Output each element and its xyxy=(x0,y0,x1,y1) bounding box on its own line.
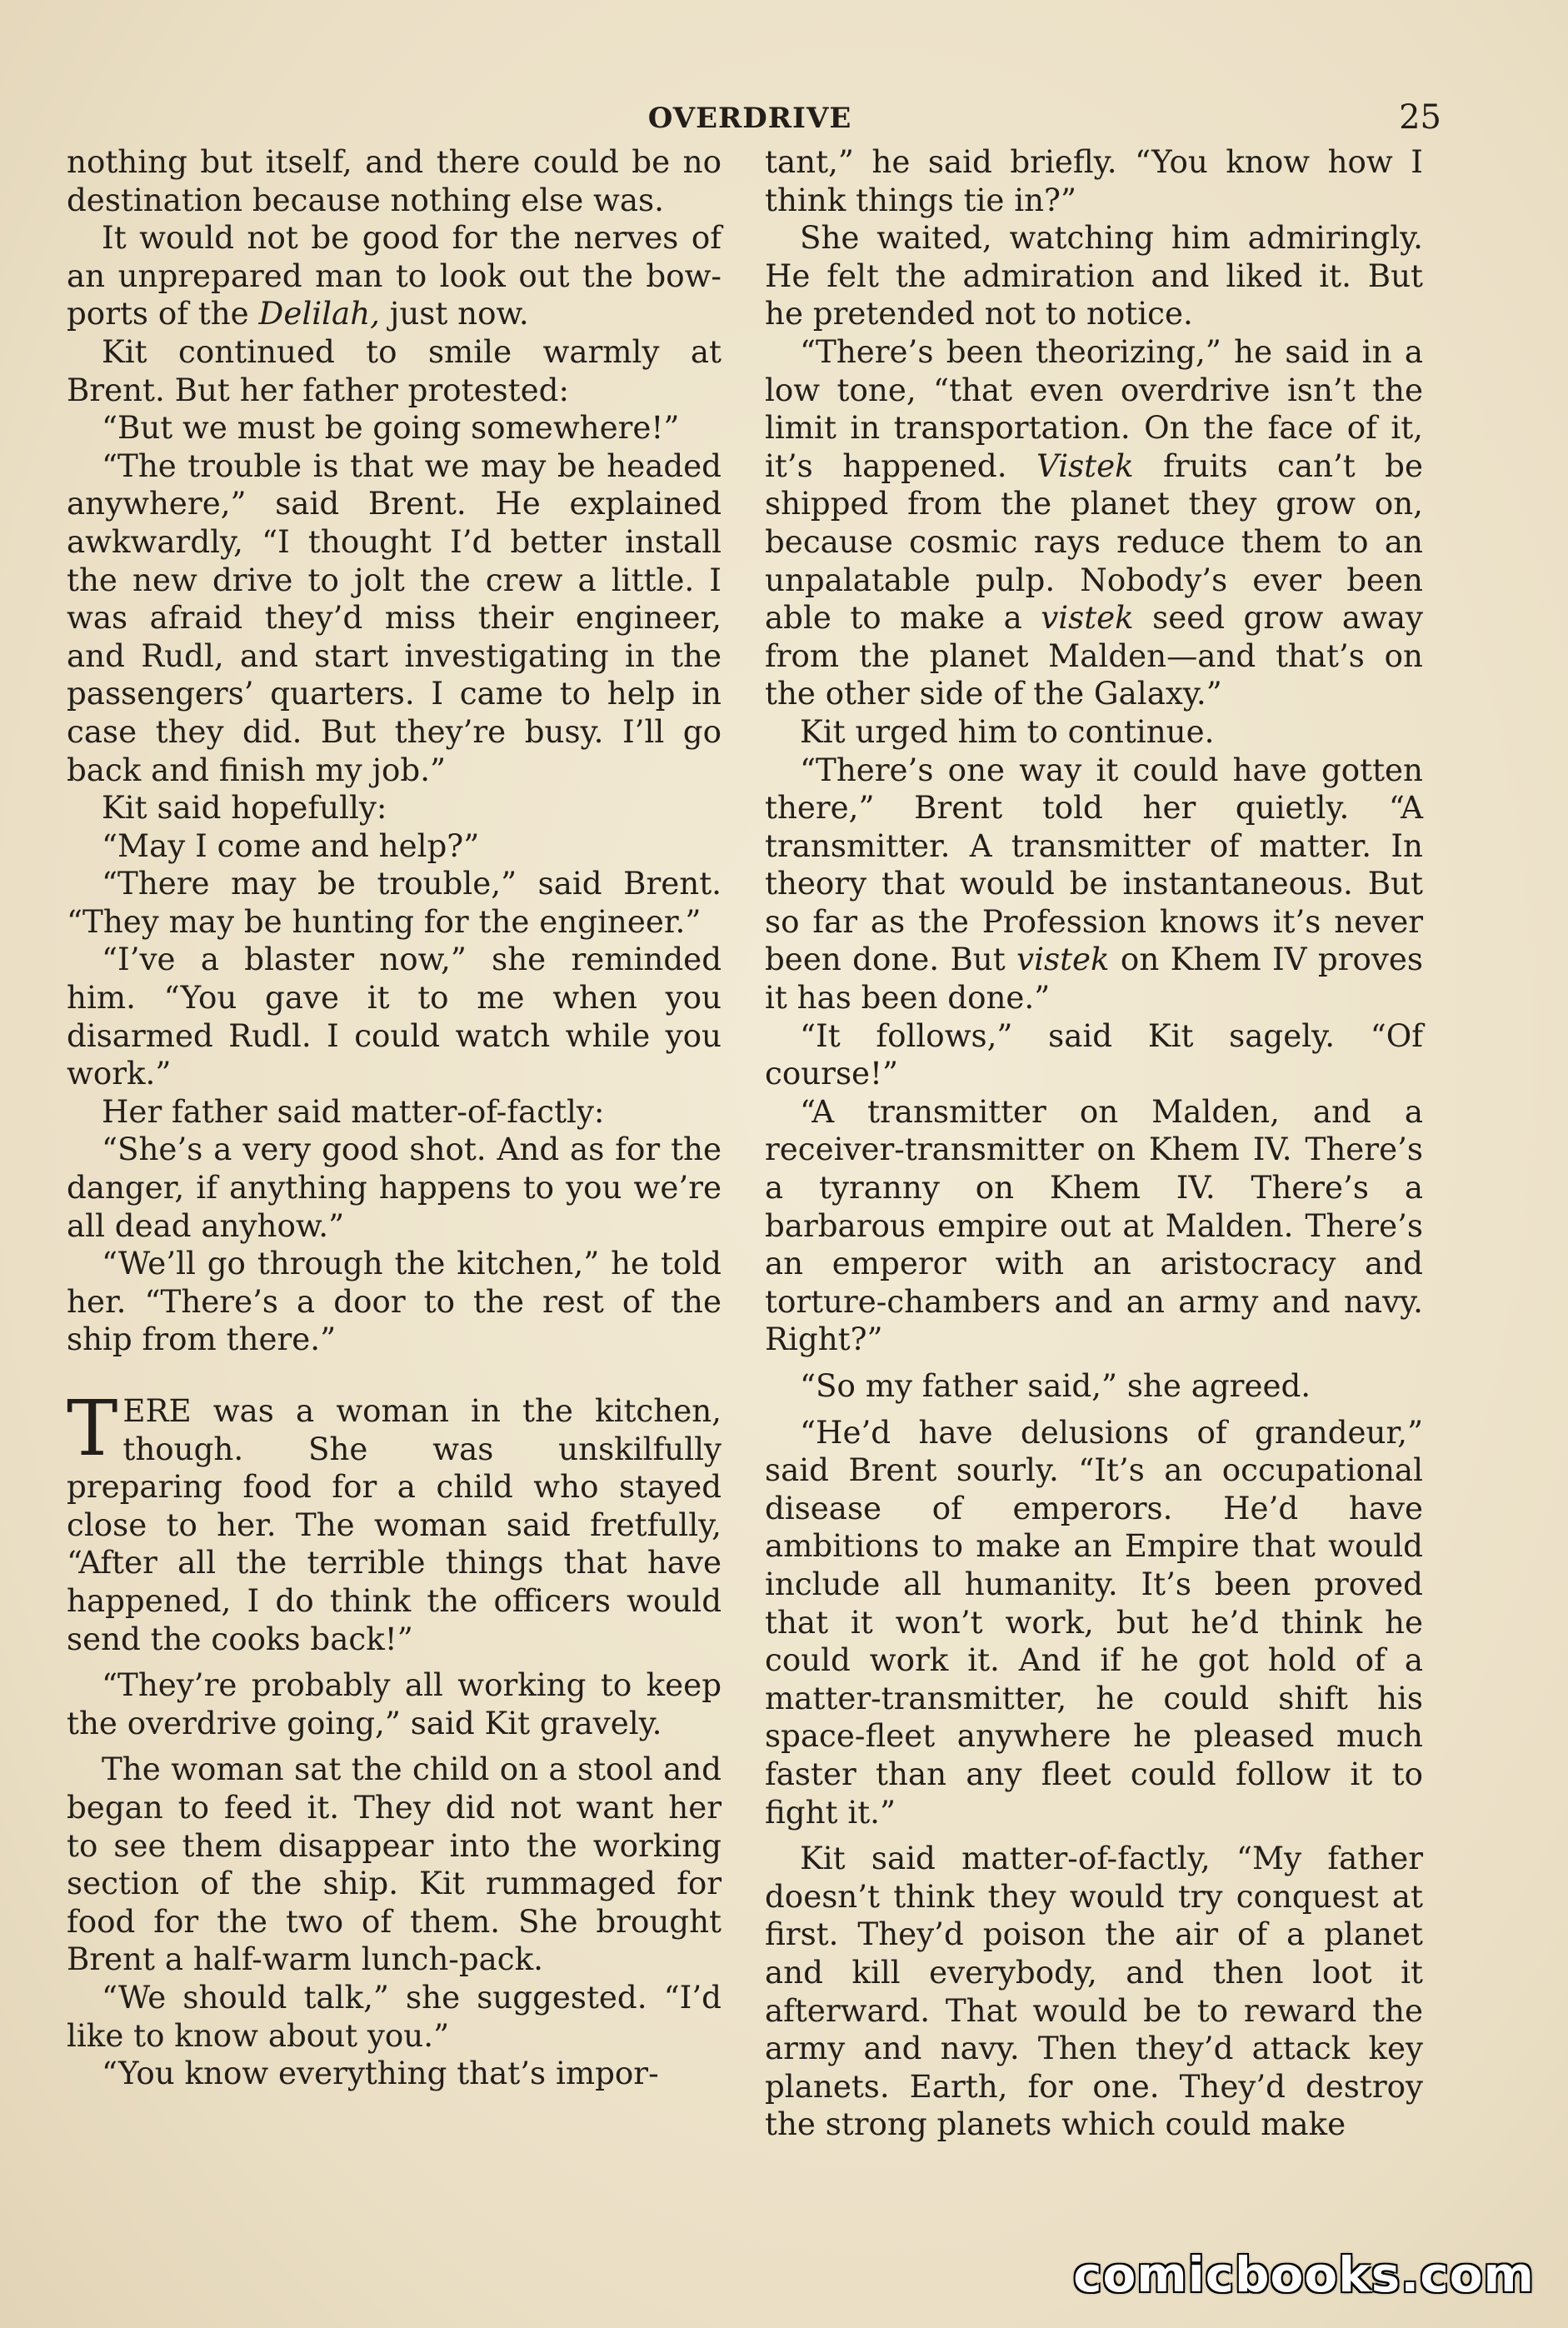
italic-term: vistek xyxy=(1041,599,1134,637)
paragraph-text: “There’s been theorizing,” he said in a low tone, “that even overdrive isn’t the limit in transportation. On the face of it, it’s happened. xyxy=(765,332,1423,484)
paragraph: Her father said matter-of-factly: xyxy=(102,1092,605,1130)
paragraph: “May I come and help?” xyxy=(102,827,480,864)
paragraph: “She’s a very good shot. And as for the danger, if anything happens to you we’re all dead anyhow.” xyxy=(67,1131,722,1244)
paragraph: tant,” he said briefly. “You know how I think things tie in?” xyxy=(765,143,1423,218)
paragraph-text: “There’s one way it could have gotten there,” Brent told her quietly. “A transmitter. A transmitter of matter. In theory that would be instantaneous. But so far as the Profession knows it’s never been done. But xyxy=(765,751,1423,978)
paragraph: “A transmitter on Malden, and a receiver-transmitter on Khem IV. There’s a tyranny on Khem IV. There’s a barbarous empire out at Malden. There’s an emperor with an aristocracy and torture-chambers and an army and navy. Right?” xyxy=(765,1092,1423,1358)
right-column xyxy=(765,143,1423,2144)
paragraph: “It follows,” said Kit sagely. “Of course!” xyxy=(765,1017,1423,1092)
paragraph: “There may be trouble,” said Brent. “They may be hunting for the engineer.” xyxy=(67,865,722,940)
paragraph: “I’ve a blaster now,” she reminded him. “You gave it to me when you disarmed Rudl. I could watch while you work.” xyxy=(67,941,722,1092)
paragraph-text: on Khem IV proves it has been done.” xyxy=(765,941,1423,1017)
paragraph xyxy=(765,333,1423,713)
left-column xyxy=(67,143,722,2093)
page-number: 25 xyxy=(1399,98,1441,137)
paragraph-text: fruits can’t be shipped from the planet they grow on, because cosmic rays reduce them to an unpalatable pulp. Nobody’s ever been able to make a xyxy=(765,447,1423,637)
paragraph: She waited, watching him admiringly. He felt the admiration and liked it. But he pretended not to notice. xyxy=(765,219,1423,332)
paragraph-text: ERE was a woman in the kitchen, though. She was unskilfully preparing food for a child who stayed close to her. The woman said fretfully, “After all the terrible things that have happened, I do think the officers would send the cooks back!” xyxy=(67,1392,722,1657)
paragraph: Kit said matter-of-factly, “My father doesn’t think they would try conquest at first. They’d poison the air of a planet and kill everybody, and then loot it afterward. That would be to reward the army and navy. Then they’d attack key planets. Earth, for one. They’d destroy the strong planets which could make xyxy=(765,1840,1423,2143)
watermark-logo: comicbooks.com xyxy=(1073,2246,1535,2303)
paragraph xyxy=(67,219,722,333)
paragraph-text: seed grow away from the planet Malden—and that’s on the other side of the Galaxy.” xyxy=(765,599,1424,712)
paragraph: “He’d have delusions of grandeur,” said Brent sourly. “It’s an occupational disease of emperors. He’d have ambitions to make an Empire that would include all humanity. It’s been proved that it won’t work, but he’d think he could work it. And if he got hold of a matter-transmitter, he could shift his space-fleet anywhere he pleased much faster than any fleet could follow it to fight it.” xyxy=(765,1413,1423,1831)
paragraph xyxy=(765,752,1423,1017)
page-header xyxy=(58,98,1441,148)
paragraph-text: just now. xyxy=(379,295,529,332)
paragraph: “You know everything that’s impor- xyxy=(102,2055,659,2092)
italic-term: vistek xyxy=(1016,941,1110,978)
drop-cap: T xyxy=(67,1384,118,1473)
italic-term: Vistek xyxy=(1036,447,1134,484)
paragraph-text: It would not be good for the nerves of an unprepared man to look out the bow-ports of the xyxy=(67,219,722,332)
paragraph: “We’ll go through the kitchen,” he told her. “There’s a door to the rest of the ship from there.” xyxy=(67,1245,722,1358)
paragraph: nothing but itself, and there could be no destination because nothing else was. xyxy=(67,143,722,218)
paragraph: Kit said hopefully: xyxy=(102,789,387,827)
paragraph: Kit urged him to continue. xyxy=(800,712,1215,750)
section-opening-paragraph xyxy=(67,1384,722,1658)
paragraph: Kit continued to smile warmly at Brent. But her father protested: xyxy=(67,332,722,408)
paragraph: “So my father said,” she agreed. xyxy=(800,1367,1311,1404)
paragraph: “We should talk,” she suggested. “I’d like to know about you.” xyxy=(67,1978,722,2054)
paragraph: “But we must be going somewhere!” xyxy=(102,409,680,447)
running-title: OVERDRIVE xyxy=(647,102,852,135)
paragraph: “The trouble is that we may be headed anywhere,” said Brent. He explained awkwardly, “I thought I’d better install the new drive to jolt the crew a little. I was afraid they’d miss their engineer, and Rudl, and start investigating in the passengers’ quarters. I came to help in case they did. But they’re busy. I’ll go back and finish my job.” xyxy=(67,447,722,788)
paragraph: “They’re probably all working to keep the overdrive going,” said Kit gravely. xyxy=(67,1666,722,1741)
ship-name: Delilah, xyxy=(258,295,380,332)
paragraph: The woman sat the child on a stool and began to feed it. They did not want her to see them disappear into the working section of the ship. Kit rummaged for food for the two of them. She brought Brent a half-warm lunch-pack. xyxy=(67,1751,722,1978)
